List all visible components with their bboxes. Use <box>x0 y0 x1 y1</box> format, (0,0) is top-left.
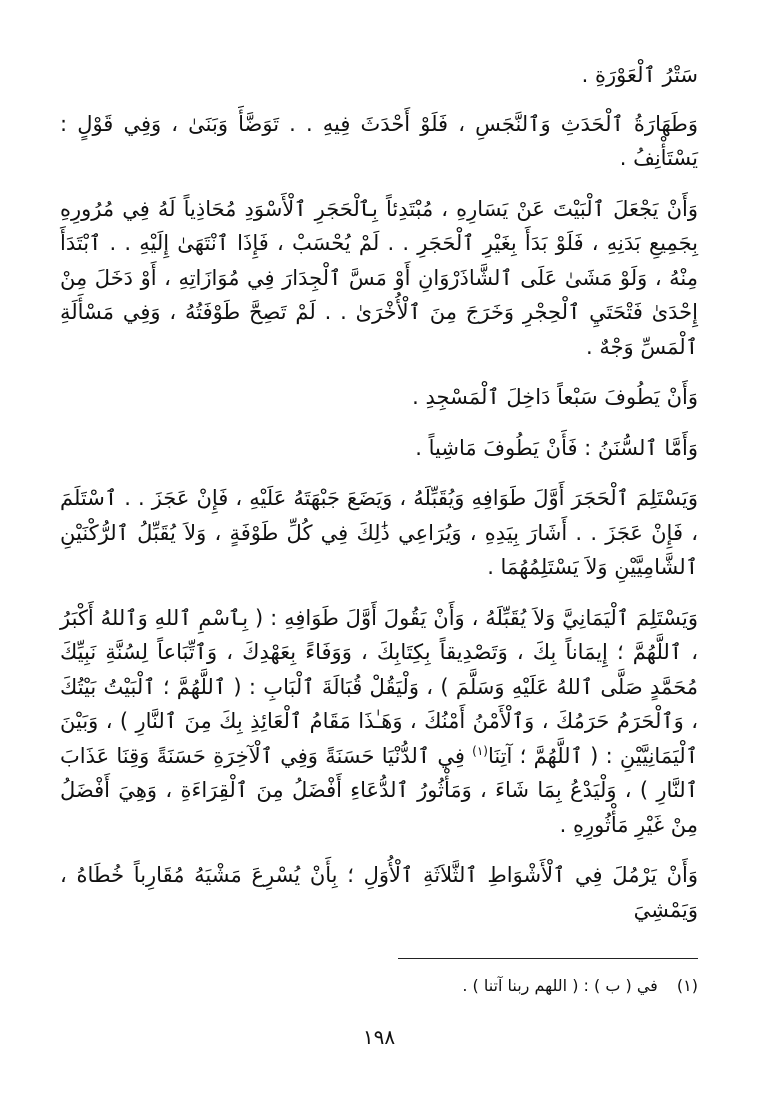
page-number: ١٩٨ <box>362 1025 396 1049</box>
paragraph-7 <box>60 601 698 843</box>
paragraph-7-part-b: فِي ٱلدُّنْيَا حَسَنَةً وَفِي ٱلْآخِرَةِ حَسَنَةً وَقِنَا عَذَابَ ٱلنَّارِ ) ، وَلْيَدْعُ بِمَا شَاءَ ، وَمَأْثُورُ ٱلدُّعَاءِ أَفْضَلُ مِنَ ٱلْقِرَاءَةِ ، وَهِيَ أَفْضَلُ مِنْ غَيْرِ مَأْثُورِهِ . <box>60 743 698 837</box>
paragraph-1: سَتْرُ ٱلْعَوْرَةِ . <box>581 63 698 87</box>
paragraph-2: وَطَهَارَةُ ٱلْحَدَثِ وَٱلنَّجَسِ ، فَلَوْ أَحْدَثَ فِيهِ . . تَوَضَّأَ وَبَنَىٰ ، وَفِي قَوْلٍ : يَسْتَأْنِفُ . <box>60 111 698 170</box>
footnote-text: في ( ب ) : ( اللهم ربنا آتنا ) . <box>462 976 658 995</box>
paragraph-6: وَيَسْتَلِمَ ٱلْحَجَرَ أَوَّلَ طَوَافِهِ وَيُقَبِّلَهُ ، وَيَضَعَ جَبْهَتَهُ عَلَيْهِ ، فَإِنْ عَجَزَ . . ٱسْتَلَمَ ، فَإِنْ عَجَزَ . . أَشَارَ بِيَدِهِ ، وَيُرَاعِي ذَٰلِكَ فِي كُلِّ طَوْفَةٍ ، وَلاَ يُقَبِّلُ ٱلرُّكْنَيْنِ ٱلشَّامِيَّيْنِ وَلاَ يَسْتَلِمُهُمَا . <box>60 486 698 579</box>
footnote <box>60 974 698 998</box>
footnote-number: (١) <box>676 976 698 995</box>
paragraph-8: وَأَنْ يَرْمُلَ فِي ٱلْأَشْوَاطِ ٱلثَّلاَثَةِ ٱلْأُوَلِ ؛ بِأَنْ يُسْرِعَ مَشْيَهُ مُقَارِباً خُطَاهُ ، وَيَمْشِيَ <box>60 863 698 922</box>
book-page <box>60 58 698 1058</box>
paragraph-3: وَأَنْ يَجْعَلَ ٱلْبَيْتَ عَنْ يَسَارِهِ ، مُبْتَدِئاً بِٱلْحَجَرِ ٱلْأَسْوَدِ مُحَاذِياً لَهُ فِي مُرُورِهِ بِجَمِيعِ بَدَنِهِ ، فَلَوْ بَدَأَ بِغَيْرِ ٱلْحَجَرِ . . لَمْ يُحْسَبْ ، فَإِذَا ٱنْتَهَىٰ إِلَيْهِ . . ٱبْتَدَأَ مِنْهُ ، وَلَوْ مَشَىٰ عَلَى ٱلشَّاذَرْوَانِ أَوْ مَسَّ ٱلْجِدَارَ فِي مُوَازَاتِهِ ، أَوْ دَخَلَ مِنْ إِحْدَىٰ فَتْحَتَيِ ٱلْحِجْرِ وَخَرَجَ مِنَ ٱلْأُخْرَىٰ . . لَمْ تَصِحَّ طَوْفَتُهُ ، وَفِي مَسْأَلَةِ ٱلْمَسِّ وَجْهٌ . <box>60 196 698 359</box>
paragraph-7-part-a: وَيَسْتَلِمَ ٱلْيَمَانِيَّ وَلاَ يُقَبِّلَهُ ، وَأَنْ يَقُولَ أَوَّلَ طَوَافِهِ : ( بِٱسْمِ ٱللهِ وَٱللهُ أَكْبَرُ ، ٱللَّهُمَّ ؛ إِيمَاناً بِكَ ، وَتَصْدِيقاً بِكِتَابِكَ ، وَوَفَاءً بِعَهْدِكَ ، وَٱتِّبَاعاً لِسُنَّةِ نَبِيِّكَ مُحَمَّدٍ صَلَّى ٱللهُ عَلَيْهِ وَسَلَّمَ ) ، وَلْيَقُلْ قُبَالَةَ ٱلْبَابِ : ( ٱللَّهُمَّ ؛ ٱلْبَيْتُ بَيْتُكَ ، وَٱلْحَرَمُ حَرَمُكَ ، وَٱلْأَمْنُ أَمْنُكَ ، وَهَـٰذَا مَقَامُ ٱلْعَائِذِ بِكَ مِنَ ٱلنَّارِ ) ، وَبَيْنَ ٱلْيَمَانِيَّيْنِ : ( ٱللَّهُمَّ ؛ آتِنَا <box>60 605 698 768</box>
paragraph-5: وَأَمَّا ٱلسُّنَنُ : فَأَنْ يَطُوفَ مَاشِياً . <box>415 435 698 460</box>
footnote-divider <box>398 958 698 959</box>
footnote-marker: (١) <box>472 743 488 758</box>
paragraph-4: وَأَنْ يَطُوفَ سَبْعاً دَاخِلَ ٱلْمَسْجِدِ . <box>412 385 698 409</box>
